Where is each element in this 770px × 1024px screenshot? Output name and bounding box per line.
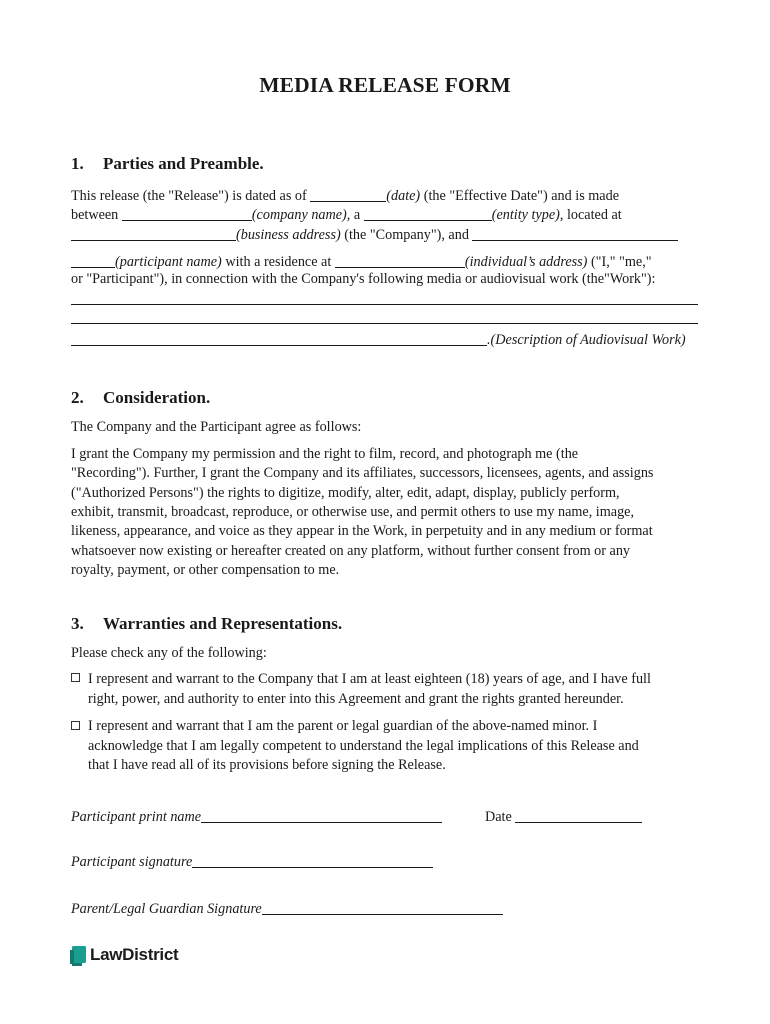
preamble-text: between xyxy=(71,207,122,223)
guardian-option-line: I represent and warrant that I am the parent or legal guardian of the above-named minor. I xyxy=(88,718,598,734)
consideration-line: royalty, payment, or other compensation to me. xyxy=(71,562,340,578)
date-field[interactable] xyxy=(515,808,642,823)
print-name-row xyxy=(71,806,442,826)
signature-field[interactable] xyxy=(192,853,433,868)
business-address-blank[interactable] xyxy=(71,226,236,241)
preamble-line-3 xyxy=(71,224,678,244)
date-row xyxy=(485,806,642,826)
individual-address-blank[interactable] xyxy=(335,253,465,268)
section-2-title: Consideration. xyxy=(103,388,211,407)
consideration-line: whatsoever now existing or hereafter created on any platform, without further consent from or any xyxy=(71,543,631,559)
consideration-line: I grant the Company my permission and the right to film, record, and photograph me (the xyxy=(71,446,579,462)
preamble-text: , located at xyxy=(559,207,622,223)
adult-option-line: I represent and warrant to the Company that I am at least eighteen (18) years of age, and I have full xyxy=(88,671,651,687)
section-3-number: 3. xyxy=(71,614,84,633)
section-1-title: Parties and Preamble. xyxy=(103,154,264,173)
consideration-line: ("Authorized Persons") the rights to digitize, modify, alter, edit, adapt, display, publicly perform, xyxy=(71,485,620,501)
section-2-number: 2. xyxy=(71,388,84,407)
consideration-line: "Recording"). Further, I grant the Company and its affiliates, successors, licensees, agents, and assigns xyxy=(71,465,654,481)
section-3-heading xyxy=(71,614,342,634)
preamble-text: with a residence at xyxy=(221,254,335,270)
participant-name-blank[interactable] xyxy=(71,253,115,268)
signature-row xyxy=(71,851,433,871)
work-description-hint: .(Description of Audiovisual Work) xyxy=(487,332,686,348)
signature-label: Participant signature xyxy=(71,854,193,870)
guardian-signature-label: Parent/Legal Guardian Signature xyxy=(71,901,262,917)
page-title: MEDIA RELEASE FORM xyxy=(259,73,511,97)
business-address-hint: (business address) xyxy=(236,227,341,243)
adult-option-line: right, power, and authority to enter into this Agreement and grant the rights granted hereunder. xyxy=(88,691,624,707)
preamble-line-2 xyxy=(71,204,622,224)
adult-checkbox[interactable] xyxy=(71,673,80,682)
consideration-line: likeness, appearance, and voice as they appear in the Work, in perpetuity and in any medium or format xyxy=(71,523,653,539)
company-name-hint: (company name) xyxy=(251,207,347,223)
preamble-text: This release (the "Release") is dated as of xyxy=(71,188,311,204)
guardian-signature-field[interactable] xyxy=(262,900,503,915)
section-1-heading xyxy=(71,154,264,174)
company-name-blank[interactable] xyxy=(122,206,252,221)
preamble-text: , a xyxy=(346,207,364,223)
work-description-blank[interactable] xyxy=(71,331,487,346)
section-1-number: 1. xyxy=(71,154,84,173)
print-name-field[interactable] xyxy=(201,808,442,823)
lawdistrict-logo-text: LawDistrict xyxy=(90,945,179,964)
guardian-option-line: that I have read all of its provisions before signing the Release. xyxy=(88,757,446,773)
section-3-title: Warranties and Representations. xyxy=(103,614,343,633)
preamble-line-1 xyxy=(71,185,619,205)
consideration-intro: The Company and the Participant agree as follows: xyxy=(71,419,362,435)
lawdistrict-logo-icon xyxy=(70,944,88,968)
guardian-checkbox[interactable] xyxy=(71,721,80,730)
participant-blank[interactable] xyxy=(472,226,678,241)
preamble-line-4 xyxy=(71,251,652,271)
preamble-line-5: or "Participant"), in connection with the Company's following media or audiovisual work (the"Work"): xyxy=(71,271,656,287)
work-description-line xyxy=(71,329,686,349)
consideration-line: exhibit, transmit, broadcast, reproduce, or otherwise use, and permit others to use my name, image, xyxy=(71,504,635,520)
warranties-intro: Please check any of the following: xyxy=(71,645,267,661)
guardian-option-line: acknowledge that I am legally competent to understand the legal implications of this Release and xyxy=(88,738,639,754)
date-blank[interactable] xyxy=(310,187,386,202)
preamble-text: (the "Company"), and xyxy=(340,227,473,243)
guardian-signature-row xyxy=(71,898,503,918)
work-description-rule-1[interactable] xyxy=(71,304,698,305)
preamble-text: ("I," "me," xyxy=(587,254,652,270)
print-name-label: Participant print name xyxy=(71,809,202,825)
participant-name-hint: (participant name) xyxy=(115,254,222,270)
entity-type-hint: (entity type) xyxy=(491,207,560,223)
date-hint: (date) xyxy=(386,188,421,204)
date-label: Date xyxy=(485,809,512,825)
work-description-rule-2[interactable] xyxy=(71,323,698,324)
section-2-heading xyxy=(71,388,210,408)
preamble-text: (the "Effective Date") and is made xyxy=(420,188,619,204)
entity-type-blank[interactable] xyxy=(364,206,492,221)
individual-address-hint: (individual’s address) xyxy=(464,254,588,270)
